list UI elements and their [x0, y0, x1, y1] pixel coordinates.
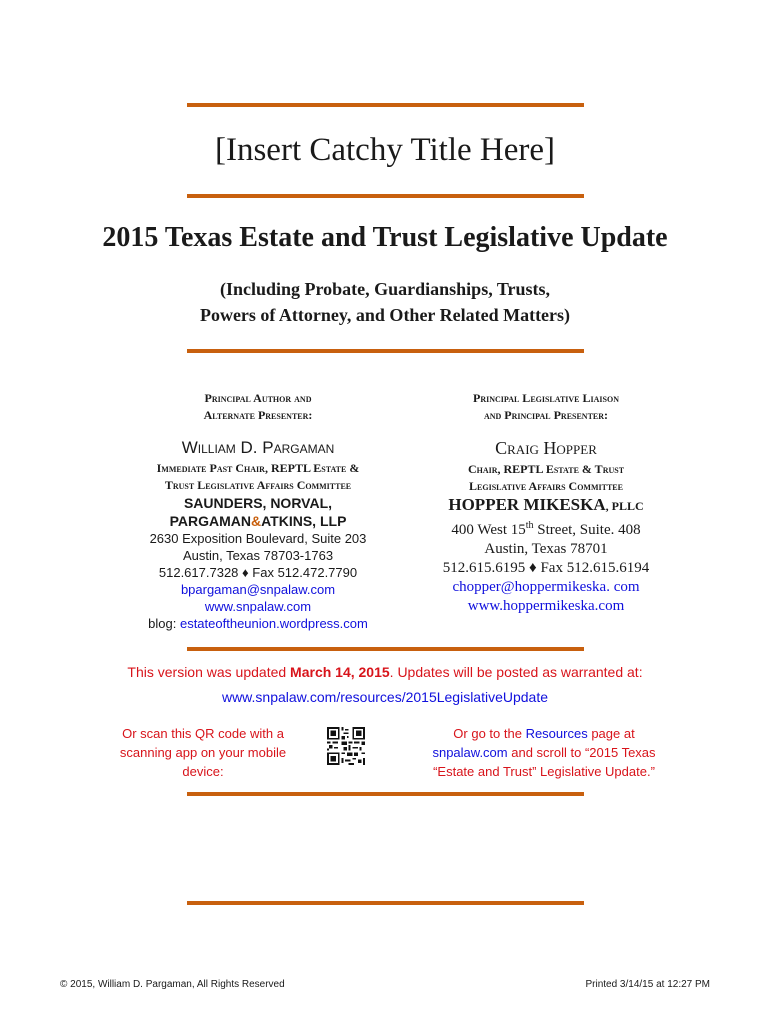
resources-link[interactable]: Resources [525, 726, 588, 741]
web-text: Or go to the [453, 726, 526, 741]
divider-subtitle [187, 349, 584, 353]
update-notice [0, 664, 770, 680]
firm-suffix: , PLLC [605, 499, 644, 513]
firm-ampersand: & [250, 513, 262, 529]
divider-scan [187, 792, 584, 796]
phone-fax-line [90, 564, 426, 581]
author-right-role [418, 390, 674, 424]
email-link[interactable]: bpargaman@snpalaw.com [180, 582, 336, 597]
fax-number: Fax 512.472.7790 [252, 565, 358, 580]
firm-name-part: ATKINS, LLP [261, 513, 347, 529]
position-line-2: Trust Legislative Affairs Committee [164, 478, 352, 492]
website-link[interactable]: www.snpalaw.com [204, 599, 312, 614]
document-subtitle: 2015 Texas Estate and Trust Legislative Update [102, 222, 668, 253]
author-right-firm [418, 495, 674, 516]
position-line-1: Immediate Past Chair, REPTL Estate & [156, 461, 360, 475]
author-left-role [90, 390, 426, 424]
footer-copyright: © 2015, William D. Pargaman, All Rights Reserved [60, 979, 285, 990]
position-line-1: Chair, REPTL Estate & Trust [467, 462, 625, 476]
scan-line-1: Or scan this QR code with a [122, 726, 284, 741]
firm-name: HOPPER MIKESKA [448, 495, 606, 514]
divider-authors [187, 647, 584, 651]
web-line-1 [406, 724, 682, 743]
qr-code-icon[interactable] [327, 727, 365, 765]
scan-instructions [98, 724, 308, 781]
update-text: This version was updated [127, 664, 291, 680]
role-line-2: and Principal Presenter: [483, 408, 609, 422]
author-left-name: William D. Pargaman [181, 438, 335, 457]
divider-top [187, 103, 584, 107]
phone-number: 512.617.7328 [158, 565, 239, 580]
author-left-position [90, 460, 426, 494]
update-date: March 14, 2015 [290, 664, 390, 680]
website-instructions [406, 724, 682, 781]
role-line-2: Alternate Presenter: [203, 408, 313, 422]
author-left-contact [90, 530, 426, 632]
diamond-separator-icon: ♦ [529, 560, 537, 576]
role-line-1: Principal Author and [204, 391, 312, 405]
diamond-separator-icon: ♦ [242, 565, 249, 580]
paren-line-2: Powers of Attorney, and Other Related Matters) [199, 305, 571, 325]
address-line-2: Austin, Texas 78701 [484, 541, 608, 557]
address-ordinal: th [525, 520, 534, 531]
position-line-2: Legislative Affairs Committee [469, 479, 623, 493]
firm-line-2 [90, 512, 426, 530]
footer-printed-date: Printed 3/14/15 at 12:27 PM [585, 979, 710, 990]
author-left-firm [90, 494, 426, 530]
email-link[interactable]: chopper@hoppermikeska. com [452, 579, 640, 595]
divider-title [187, 194, 584, 198]
author-right-contact [418, 516, 674, 616]
subtitle-parenthetical [0, 276, 770, 328]
page-title: [Insert Catchy Title Here] [214, 132, 555, 168]
blog-link[interactable]: estateoftheunion.wordpress.com [179, 616, 368, 631]
address-line-1 [418, 516, 674, 540]
paren-line-1: (Including Probate, Guardianships, Trusts, [219, 279, 551, 299]
scan-line-2: scanning app on your mobile [119, 745, 287, 760]
address-line-2: Austin, Texas 78703-1763 [182, 548, 334, 563]
author-left-block [90, 390, 426, 632]
role-line-1: Principal Legislative Liaison [473, 391, 619, 405]
update-url-link[interactable]: www.snpalaw.com/resources/2015LegislativeUpdate [221, 689, 549, 705]
website-link[interactable]: www.hoppermikeska.com [467, 598, 625, 614]
update-text: . Updates will be posted as warranted at: [389, 664, 643, 680]
divider-bottom [187, 901, 584, 905]
phone-number: 512.615.6195 [442, 560, 526, 576]
scan-line-3: device: [182, 764, 224, 779]
fax-number: Fax 512.615.6194 [540, 560, 650, 576]
web-text: page at [587, 726, 635, 741]
address-line-1: 2630 Exposition Boulevard, Suite 203 [149, 531, 367, 546]
blog-label: blog: [148, 616, 177, 631]
firm-name-part: PARGAMAN [169, 513, 251, 529]
firm-line-1: SAUNDERS, NORVAL, [183, 495, 333, 511]
blog-line [90, 615, 426, 632]
web-line-2 [406, 743, 682, 762]
author-right-position [418, 461, 674, 495]
web-text: and scroll to “2015 Texas [507, 745, 656, 760]
author-right-name: Craig Hopper [495, 438, 597, 458]
address-part: 400 West 15 [451, 522, 526, 538]
address-part: Street, Suite. 408 [533, 522, 641, 538]
web-line-3: “Estate and Trust” Legislative Update.” [433, 764, 655, 779]
snpalaw-link[interactable]: snpalaw.com [432, 745, 508, 760]
phone-fax-line [418, 559, 674, 578]
author-right-block [418, 390, 674, 616]
